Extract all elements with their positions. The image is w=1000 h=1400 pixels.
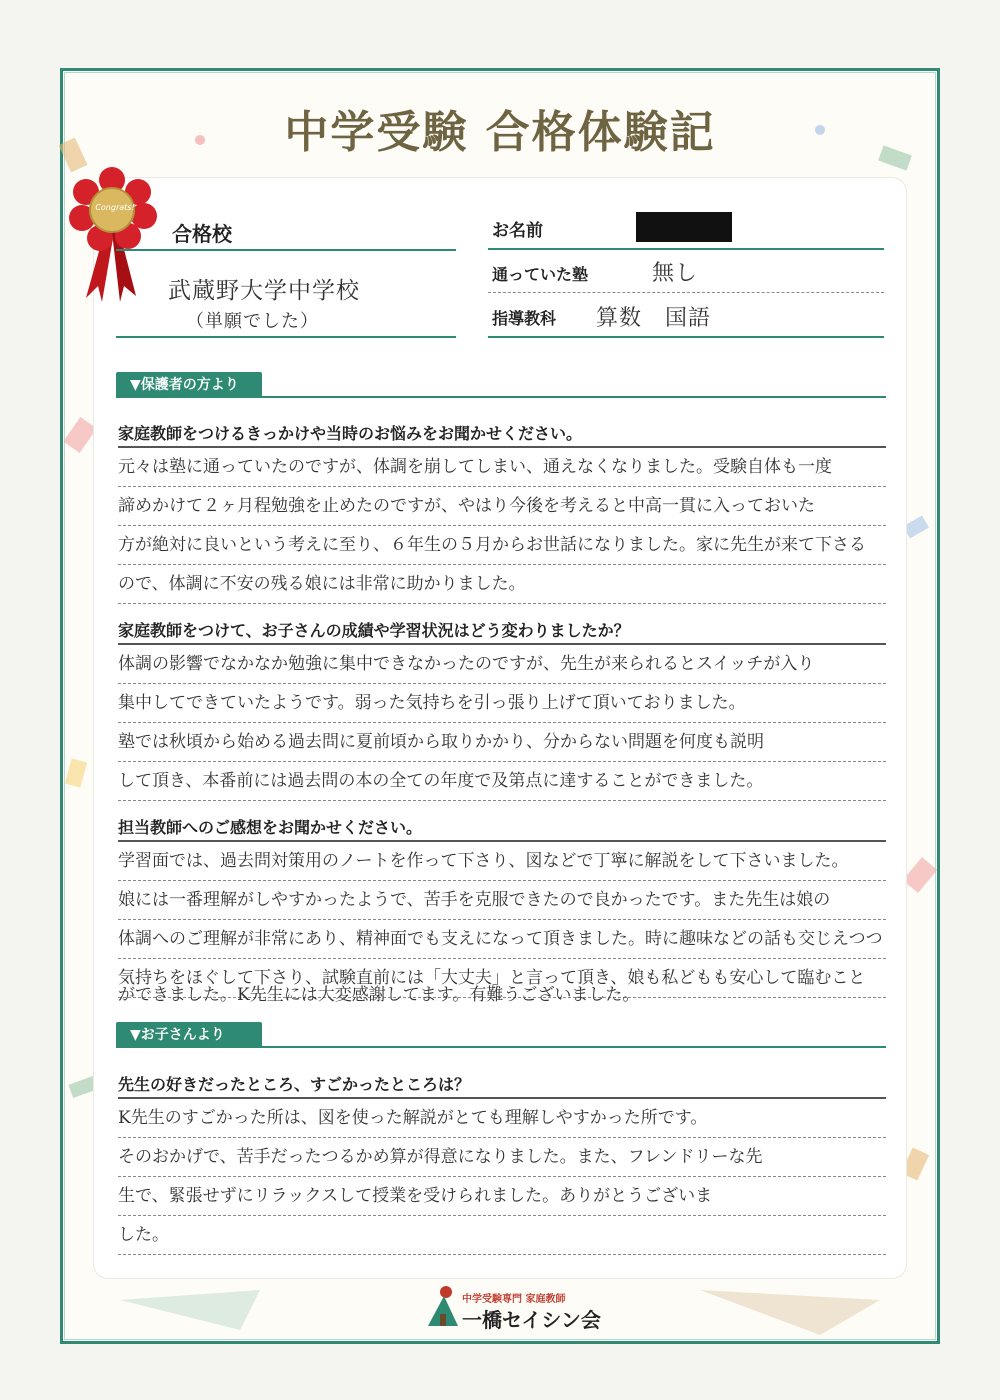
answer-line: 諦めかけて２ヶ月程勉強を止めたのですが、やはり今後を考えると中高一貫に入っておいた (118, 487, 886, 526)
school-divider (116, 249, 456, 251)
parent-section-rule (116, 396, 886, 398)
logo-name: 一橋セイシン会 (462, 1308, 601, 1332)
child-section-rule (116, 1046, 886, 1048)
answer-line: 体調の影響でなかなか勉強に集中できなかったのですが、先生が来られるとスイッチが入り (118, 645, 886, 684)
child-section-tab: ▼お子さんより (116, 1022, 262, 1048)
school-bottom-line (116, 336, 456, 338)
answer-line: して頂き、本番前には過去問の本の全ての年度で及第点に達することができました。 (118, 762, 886, 801)
school-name: 武蔵野大学中学校 (168, 278, 360, 304)
congrats-rosette-icon (66, 166, 158, 306)
answer-line: 方が絶対に良いという考えに至り、６年生の５月からお世話になりました。家に先生が来て下さる (118, 526, 886, 565)
subjects-bottom-line (488, 336, 884, 338)
logo-subtitle: 中学受験専門 家庭教師 (462, 1294, 566, 1305)
juku-value: 無し (652, 261, 699, 286)
school-label: 合格校 (172, 222, 232, 246)
school-note: （単願でした） (186, 311, 319, 332)
parent-question-2: 家庭教師をつけて、お子さんの成績や学習状況はどう変わりましたか？ (118, 621, 630, 640)
page-title: 中学受験 合格体験記 (284, 107, 716, 158)
name-redacted (636, 212, 732, 242)
answer-line: した。 (118, 1216, 886, 1255)
answer-line: 生で、緊張せずにリラックスして授業を受けられました。ありがとうございま (118, 1177, 886, 1216)
tree-logo-icon (424, 1284, 460, 1328)
parent-question-1: 家庭教師をつけるきっかけや当時のお悩みをお聞かせください。 (118, 424, 583, 443)
name-divider (488, 248, 884, 250)
juku-divider (488, 292, 884, 293)
answer-line: 元々は塾に通っていたのですが、体調を崩してしまい、通えなくなりました。受験自体も一度 (118, 448, 886, 487)
answer-line: 学習面では、過去問対策用のノートを作って下さり、図などで丁寧に解説をして下さいました。 (118, 842, 886, 881)
answer-line: 気持ちをほぐして下さり、試験直前には「大丈夫」と言って頂き、娘も私どもも安心して臨むこと (118, 959, 886, 998)
child-question-1: 先生の好きだったところ、すごかったところは？ (118, 1075, 471, 1094)
answer-line: 体調へのご理解が非常にあり、精神面でも支えになって頂きました。時に趣味などの話も交じえつつ (118, 920, 886, 959)
juku-label: 通っていた塾 (492, 265, 589, 284)
parent-question-3: 担当教師へのご感想をお聞かせください。 (118, 818, 423, 837)
answer-line: ができました。K先生には大変感謝してます。有難うございました。 (118, 985, 640, 1005)
rosette-text: Congrats! (95, 203, 135, 212)
answer-line: そのおかげで、苦手だったつるかめ算が得意になりました。また、フレンドリーな先 (118, 1138, 886, 1177)
parent-section-tab: ▼保護者の方より (116, 372, 262, 398)
name-label: お名前 (492, 221, 543, 241)
subjects-label: 指導教科 (492, 309, 557, 328)
answer-line: 塾では秋頃から始める過去問に夏前頃から取りかかり、分からない問題を何度も説明 (118, 723, 886, 762)
subjects-value: 算数 国語 (596, 306, 712, 331)
answer-line: 娘には一番理解がしやすかったようで、苦手を克服できたので良かったです。また先生は娘の (118, 881, 886, 920)
answer-line: K先生のすごかった所は、図を使った解説がとても理解しやすかった所です。 (118, 1099, 886, 1138)
answer-line: 集中してできていたようです。弱った気持ちを引っ張り上げて頂いておりました。 (118, 684, 886, 723)
answer-line: ので、体調に不安の残る娘には非常に助かりました。 (118, 565, 886, 604)
